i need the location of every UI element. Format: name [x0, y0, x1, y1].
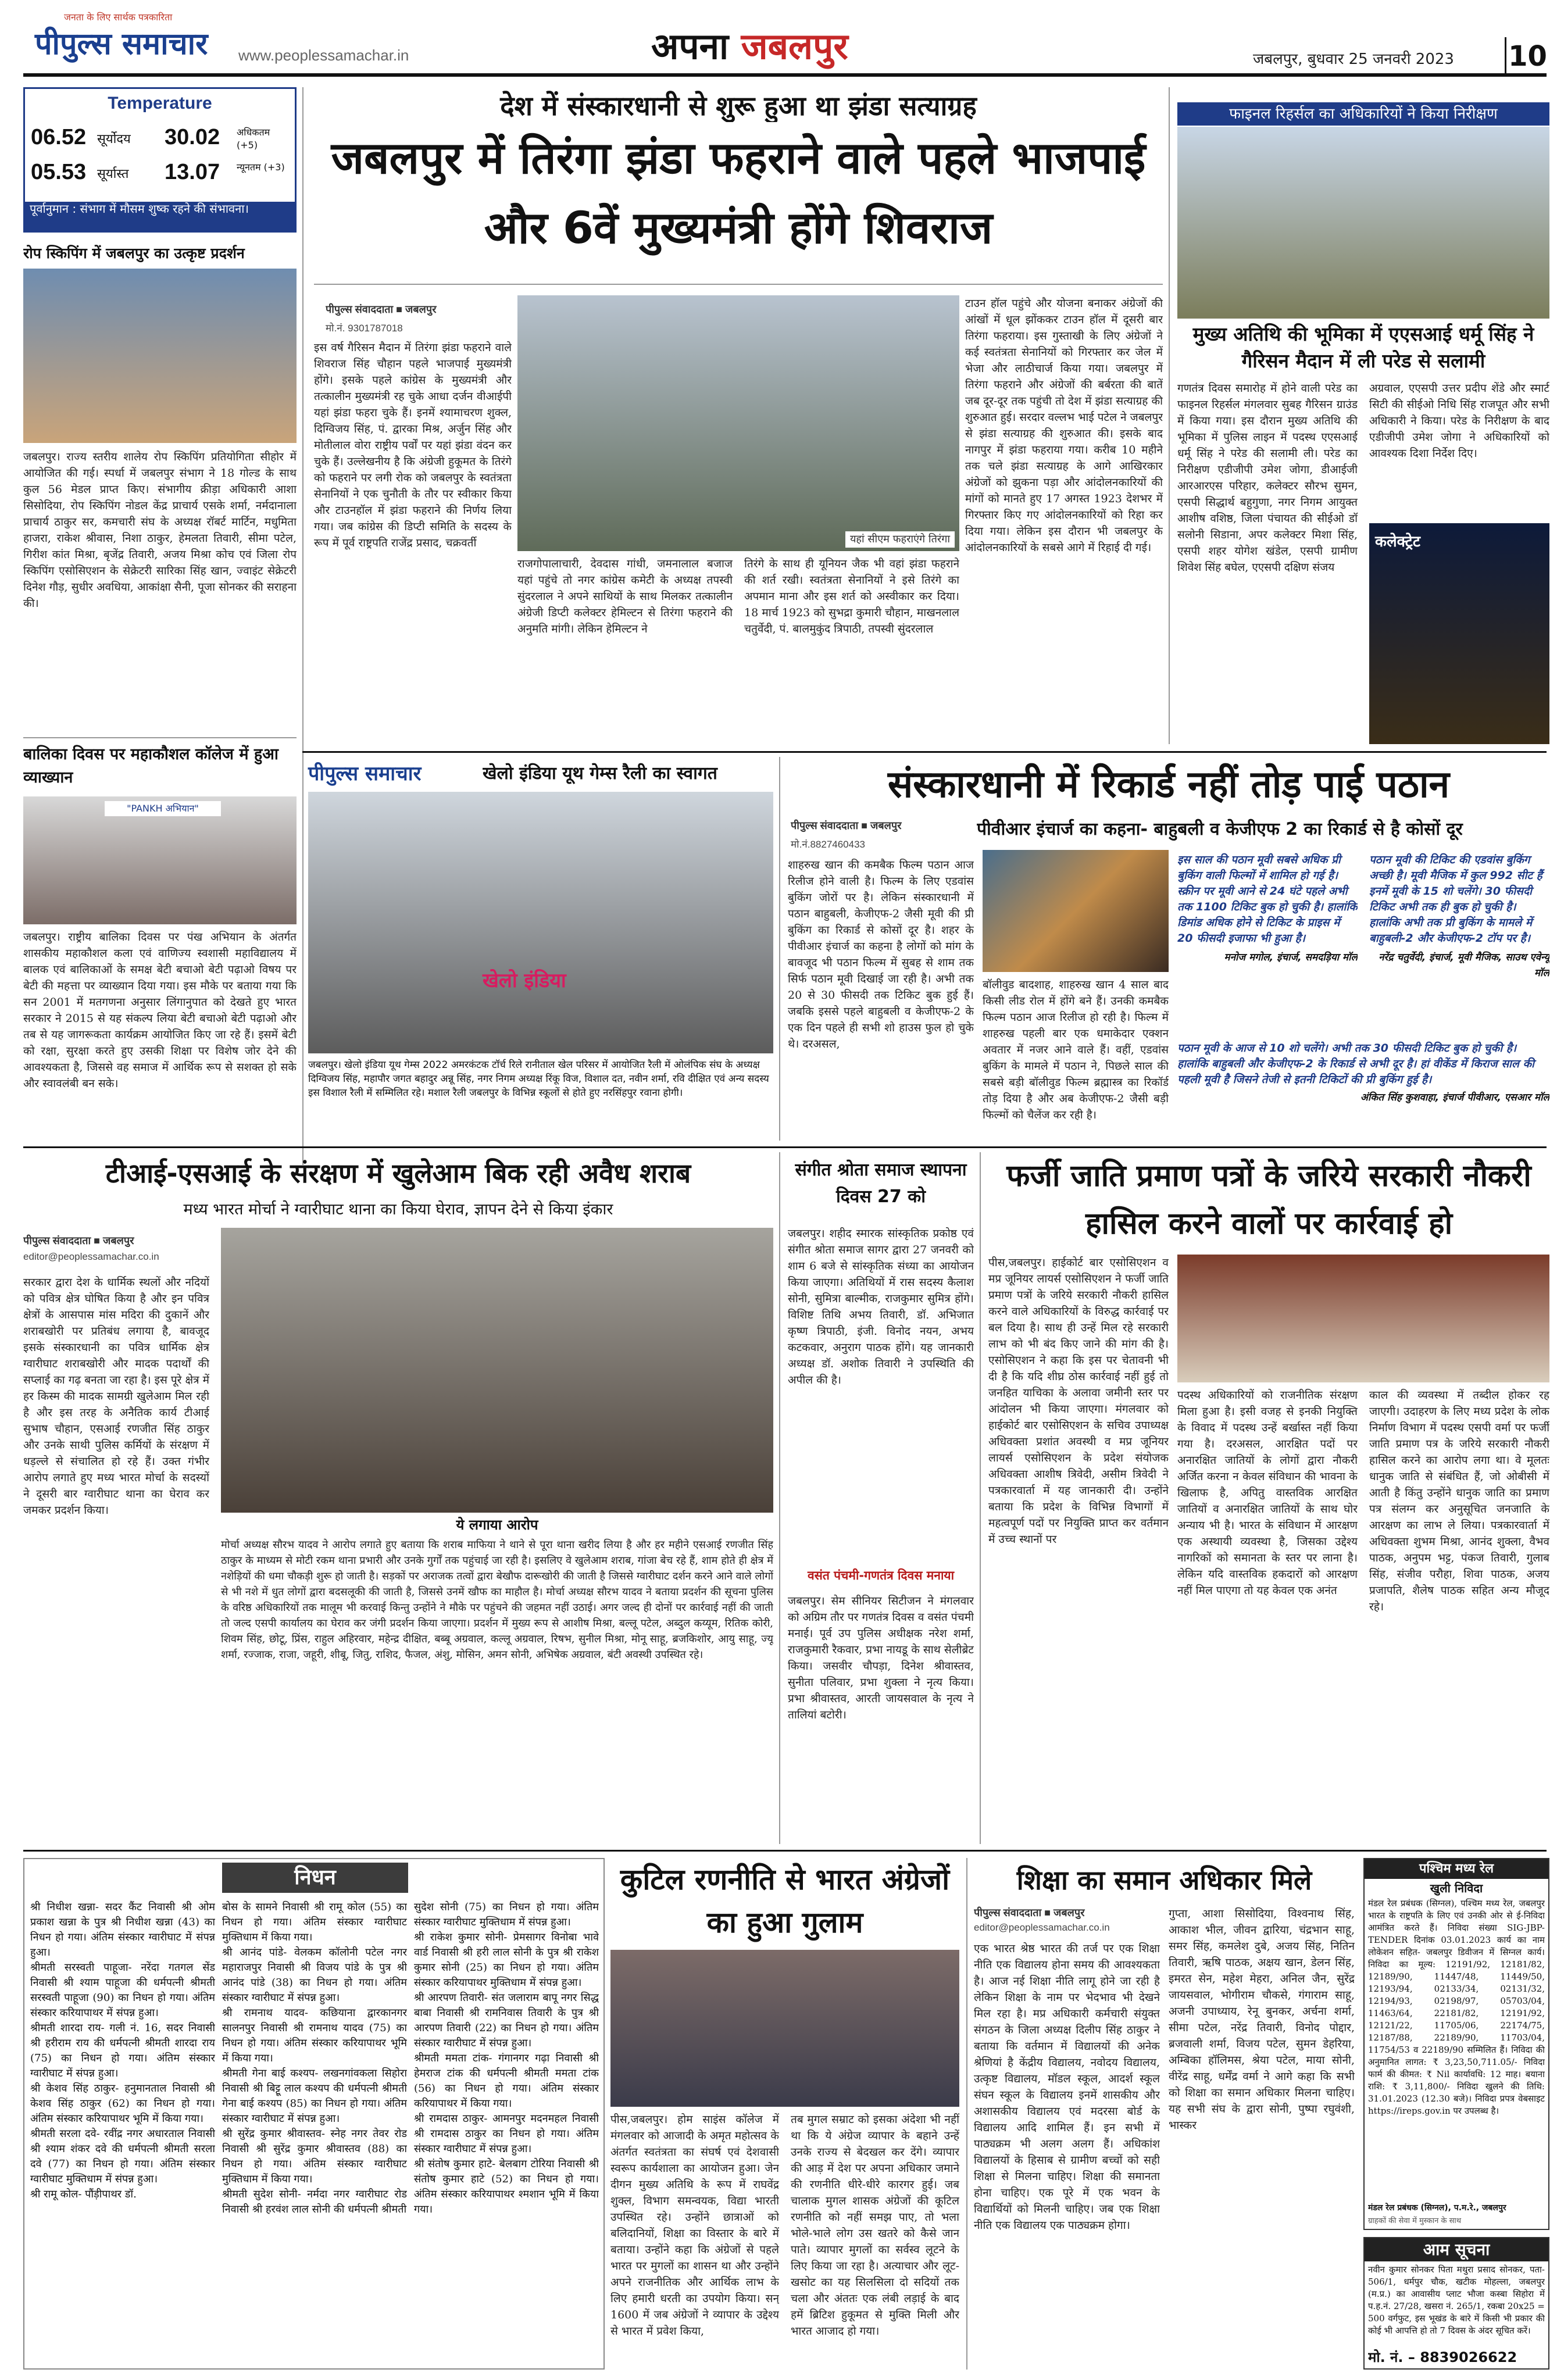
notice-body: नवीन कुमार सोनकर पिता मथुरा प्रसाद सोनकर, पता- 506/1, धर्मपुर चौक, खटीक मोहल्ला, जबलपुर (म.प्र.) का आवासीय प्लाट भौजा कस्बा सिहोरा में प.ह.नं. 27/28, खसरा नं. 265/1, रकबा 20x25 = 500 वर्गफुट, इस भूखंड के बारे में किसी भी प्रकार की कोई भी आपत्ति हो तो 7 दिवस के अंदर सूचित करें। — [1368, 2264, 1545, 2336]
notice-title: आम सूचना — [1365, 2238, 1548, 2261]
collectorate-photo — [1369, 523, 1549, 744]
sunset-label: सूर्यास्त — [97, 167, 129, 181]
section-title — [651, 21, 977, 70]
music-headline: संगीत श्रोता समाज स्थापना दिवस 27 को — [795, 1160, 967, 1207]
liquor-subhead: मध्य भारत मोर्चा ने ग्वारीघाट थाना का किया घेराव, ज्ञापन देने से किया इंकार — [183, 1200, 613, 1218]
edu-byline: पीपुल्स संवाददाता ■ जबलपुर — [974, 1907, 1085, 1918]
flag-photo — [517, 295, 959, 551]
girl-day-body: जबलपुर। राष्ट्रीय बालिका दिवस पर पंख अभियान के अंतर्गत शासकीय महाकौशल कला एवं वाणिज्य स्वशासी महाविद्यालय में बालक एवं बालिकाओं के समक्ष बेटी बचाओ बेटी पढ़ाओ विषय पर बेटी की महत्ता पर व्याख्यान दिया गया। इस मौके पर बताया गया कि सन 2001 में मतगणना अनुसार लिंगानुपात को देखते हुए भारत सरकार ने 2015 से यह संकल्प लिया बेटी बचाओ बेटी पढ़ाओ और तब से यह जागरूकता कार्यक्रम आयोजित किए जा रहे हैं। इसमें बेटी को रक्षा, सुरक्षा करते हुए उसकी शिक्षा पर विशेष जोर देने की आवश्यकता है, जिससे वह समाज में आर्थिक रूप से सशक्त हो सके और स्वावलंबी बन सके। — [23, 931, 297, 1090]
liquor-byline: पीपुल्स संवाददाता ■ जबलपुर — [23, 1235, 134, 1246]
dateline: जबलपुर, बुधवार 25 जनवरी 2023 — [1253, 51, 1454, 68]
caste-col3: काल की व्यवस्था में तब्दील होकर रह जाएगी। उदाहरण के लिए मध्य प्रदेश के लोक निर्माण विभाग में पदस्थ एसपी वर्मा पर फर्जी जाति प्रमाण पत्र के जरिये सरकारी नौकरी हासिल करने का आरोप लगा था। वे मूलतः धानुक जाति से संबंधित हैं, जो ओबीसी में आती है किंतु उन्होंने धानुक जाति का प्रमाण पत्र संलग्न कर अनुसूचित जनजाति के आरक्षण का लाभ ले लिया। पत्रकारवार्ता में अधिवक्ता शुभम मिश्रा, आनंद शुक्ला, वैभव पाठक, अनुपम भट्ट, पंकज तिवारी, गुलाब सिंह, संजीव परौहा, शिवा पाठक, अजय प्रजापति, शैलेष पाठक सहित अन्य मौजूद रहे। — [1369, 1389, 1549, 1613]
obit-entry: श्रीमती सरला दवे- रवींद्र नगर अधारताल निवासी श्री श्याम शंकर दवे की धर्मपत्नी श्रीमती सरला दवे (77) का निधन हो गया। अंतिम संस्कार ग्वारीघाट मुक्तिधाम में संपन्न हुआ। — [30, 2128, 215, 2185]
edu-headline: शिक्षा का समान अधिकार मिले — [1016, 1864, 1312, 1896]
notice-phone-label: मो. नं. – — [1368, 2349, 1415, 2365]
min-temp: 13.07 — [165, 160, 220, 184]
obit-entry: श्री केशव सिंह ठाकुर- हनुमानताल निवासी श्री केशव सिंह ठाकुर (62) का निधन हो गया। अंतिम संस्कार करियापाथर भूमि में किया गया। — [30, 2082, 215, 2125]
obit-entry: श्री निधीश खन्ना- सदर कैंट निवासी श्री ओम प्रकाश खन्ना के पुत्र श्री निधीश खन्ना (43) का निधन हो गया। अंतिम संस्कार ग्वारीघाट में संपन्न हुआ। — [30, 1901, 215, 1959]
notice-phone[interactable]: 8839026622 — [1420, 2349, 1517, 2365]
pathaan-quote1-name: मनोज मगोल, इंचार्ज, समदड़िया मॉल — [1224, 952, 1358, 963]
weather-box — [23, 87, 297, 233]
edu-email[interactable]: editor@peoplessamachar.co.in — [974, 1922, 1110, 1933]
flag-headline: जबलपुर में तिरंगा झंडा फहराने वाले पहले भाजपाई और 6वें मुख्यमंत्री होंगे शिवराज — [331, 132, 1146, 253]
khelo-caption: जबलपुर। खेलो इंडिया यूथ गेम्स 2022 अमरकंटक टॉर्च रिले रानीताल खेल परिसर में आयोजित रैली में ओलंपिक संघ के अध्यक्ष दिग्विजय सिंह, महापौर जगत बहादुर अन्नू सिंह, नगर निगम अध्यक्ष रिंकू विज, विशाल दत, नवीन शर्मा, रवि दीक्षित एवं अन्य सदस्य इस विशाल रैली में सम्मिलित रहे। मशाल रैली जबलपुर के विभिन्न स्कूलों से होते हुए नरसिंहपुर रवाना होगी। — [308, 1059, 769, 1099]
max-label: अधिकतम (+5) — [237, 127, 270, 151]
railway-footer-tag: ग्राहकों की सेवा में मुस्कान के साथ — [1368, 2217, 1462, 2225]
flag-col2: राजगोपालाचारी, देवदास गांधी, जमनालाल बजाज यहां पहुंचे तो नगर कांग्रेस कमेटी के अध्यक्ष तपस्वी सुंदरलाल ने अपने साथियों के साथ मिलकर तत्कालीन अंग्रेजी डिप्टी कलेक्टर हेमिल्टन से तिरंगा फहराने की अनुमति मांगी। लेकिन हेमिल्टन ने — [517, 558, 733, 635]
min-label: न्यूनतम (+3) — [237, 162, 285, 173]
rope-head: रोप स्किपिंग में जबलपुर का उत्कृष्ट प्रदर्शन — [23, 245, 245, 262]
liquor-photo-caption: ये लगाया आरोप — [456, 1517, 538, 1533]
obit-entry: श्री संतोष कुमार हाटे- बेलबाग टोरिया निवासी श्री संतोष कुमार हाटे (52) का निधन हो गया। अंतिम संस्कार करियापाथर श्मशान भूमि में किया गया। — [414, 2158, 599, 2215]
section-title-a: अपना — [651, 25, 729, 67]
music-body: जबलपुर। शहीद स्मारक सांस्कृतिक प्रकोष्ठ एवं संगीत श्रोता समाज सागर द्वारा 27 जनवरी को शाम 6 बजे से सांस्कृतिक संध्या का आयोजन किया जाएगा। अतिथियों में रास सदस्य कैलाश सोनी, सुमित्रा बाल्मीक, राजकुमार सुमित्र होंगे। विशिष्ट तिथि अभय तिवारी, डॉ. अभिजात कृष्ण त्रिपाठी, इंजी. विनोद नयन, अभय कटकवार, अनुराग पाठक होंगे। यह जानकारी अध्यक्ष डॉ. अशोक तिवारी ने उपस्थिति की अपील की है। — [788, 1227, 974, 1386]
railway-footer: मंडल रेल प्रबंधक (सिग्नल), प.म.रे., जबलपुर — [1368, 2203, 1506, 2213]
kutil-photo — [610, 1950, 959, 2107]
sunrise-time: 06.52 — [31, 125, 87, 149]
khelo-header — [308, 757, 773, 789]
girl-day-banner: "PANKH अभियान" — [105, 801, 221, 816]
page-number: 10 — [1505, 37, 1549, 76]
liquor-photo — [221, 1228, 773, 1513]
public-notice — [1363, 2237, 1549, 2370]
khelo-photo-text: खेलो इंडिया — [483, 969, 566, 992]
pathaan-headline: संस्कारधानी में रिकार्ड नहीं तोड़ पाई पठान — [887, 763, 1450, 806]
liquor-col2: मोर्चा अध्यक्ष सौरभ यादव ने आरोप लगाते हुए बताया कि शराब माफिया ने थाने से पूरा थाना खरीद लिया है और हर महीने एसआई रणजीत सिंह ठाकुर के माध्यम से मोटी रकम थाना प्रभारी और उनके गुर्गों तक पहुंचाई जा रही है। इसलिए वे खुलेआम शराब, गांजा बेच रहे हैं, शाम होते ही क्षेत्र में नशेड़ियों की धमा चौकड़ी शुरू हो जाती है। सड़कों पर अराजक तत्वों द्वारा बेखौफ दारूखोरी की जाती है जिससे ग्वारीघाट दर्शन करने आने वाले लोगों से भी नशे में धुत लोगों द्वारा बदसलूकी की जाती है, जिससे उनमें खौफ का माहौल है। मोर्चा अध्यक्ष सौरभ यादव ने बताया प्रदर्शन की सूचना पुलिस के वरिष्ठ अधिकारियों तक मालूम भी करवाई किन्तु उन्होंने ने मौके पर पहुंचने की जहमत नहीं उठाई। अगर जल्द ही दोनों पर कार्रवाई नहीं की जाती तो जल्द एसपी कार्यालय का घेराव कर जंगी प्रदर्शन किया जाएगा। प्रदर्शन में मुख्य रूप से आशीष मिश्रा, बल्लू पटेल, अब्दुल कय्यूम, रितिक कोरी, शिवम सिंह, छोटू, प्रिंस, राहुल अहिरवार, महेन्द्र दीक्षित, बब्बू अग्रवाल, कल्लू अग्रवाल, रिषभ, सुनील मिश्रा, मोनू साहू, ब्रजकिशोर, आयु साहू, ज्यू शर्मा, रज्जाक, राजा, जहूरी, शीबू, जितु, राशिद, फैजल, अंशु, मोसिन, अमन सोनी, अभिषेक अग्रवाल, बंटी अवस्थी उपस्थित रहे। — [221, 1539, 773, 1661]
flag-col1: इस वर्ष गैरिसन मैदान में तिरंगा झंडा फहराने वाले शिवराज सिंह चौहान पहले भाजपाई मुख्यमंत्री होंगे। इसके पहले कांग्रेस के मुख्यमंत्री और तत्कालीन मुख्यमंत्री रह चुके आधा दर्जन वीआईपी यहां झंडा फहरा चुके हैं। इनमें श्यामाचरण शुक्ल, दिग्विजय सिंह, पं. द्वारका मिश्र, अर्जुन सिंह और मोतीलाल वोरा राष्ट्रीय पर्वों पर यहां झंडा वंदन कर चुके हैं। उल्लेखनीय है कि अंग्रेजी हुकूमत के तिरंगे को फहराने पर लगी रोक को जबलपुर के स्वतंत्रता सेनानियों ने एक चुनौती के तौर पर स्वीकार किया और टाउनहॉल में झंडा फहराने की निर्णय लिया गया। जब कांग्रेस की डिप्टी समिति के सदस्य के रूप में पूर्व राष्ट्रपति राजेंद्र प्रसाद, चक्रवर्ती — [314, 341, 512, 549]
sunrise-label: सूर्योदय — [97, 132, 131, 146]
max-temp: 30.02 — [165, 125, 220, 149]
obit-entry: श्रीमती शारदा राय- गली नं. 16, सदर निवासी श्री हरीराम राय की धर्मपत्नी श्रीमती शारदा राय (75) का निधन हो गया। अंतिम संस्कार ग्वारीघाट में संपन्न हुआ। — [30, 2022, 215, 2079]
rope-photo — [23, 269, 297, 443]
masthead-rule — [23, 73, 1547, 77]
rehearsal-banner: फाइनल रिहर्सल का अधिकारियों ने किया निरीक्षण — [1177, 102, 1549, 126]
bottom-rule — [23, 1850, 1547, 1852]
col-divider-3 — [779, 757, 780, 1141]
col-divider-4 — [779, 1152, 780, 1844]
pathaan-mobile: मो.नं.8827460433 — [791, 839, 865, 850]
section-title-b: जबलपुर — [741, 25, 848, 67]
obituary-box — [23, 1858, 605, 2370]
pathaan-quote1-text: इस साल की पठान मूवी सबसे अधिक प्री बुकिंग वाली फिल्मों में शामिल हो गई है। स्क्रीन पर मूवी आने से 24 घंटे पहले अभी तक 1100 टिकिट बुक हो चुकी है। हालांकि डिमांड अधिक होने से टिकिट के प्राइस में 20 फीसदी इजाफा भी हुआ है। — [1177, 853, 1358, 945]
caste-headline: फर्जी जाति प्रमाण पत्रों के जरिये सरकारी नौकरी हासिल करने वालों पर कार्रवाई हो — [1006, 1159, 1531, 1241]
mid-rule-1 — [302, 751, 1547, 753]
liquor-headline: टीआई-एसआई के संरक्षण में खुलेआम बिक रही अवैध शराब — [105, 1157, 691, 1189]
obit-entry: श्रीमती सरस्वती पाहूजा- नरेंदा गतगल सेंड निवासी श्री श्याम पाहूजा की धर्मपत्नी श्रीमती सरस्वती पाहूजा (90) का निधन हो गया। अंतिम संस्कार करियापाथर में संपन्न हुआ। — [30, 1961, 215, 2019]
rehearsal-headline: मुख्य अतिथि की भूमिका में एएसआई धर्मू सिंह ने गैरिसन मैदान में ली परेड से सलामी — [1192, 323, 1534, 372]
weather-title: Temperature — [108, 94, 212, 113]
flag-photo-caption: यहां सीएम फहराएंगे तिरंगा — [845, 531, 955, 548]
obit-entry: श्रीमती सुदेश सोनी- नर्मदा नगर ग्वारीघाट रोड निवासी श्री हरवंश लाल सोनी की धर्मपत्नी श्रीमती — [222, 2188, 407, 2215]
pathaan-quote2-text: पठान मूवी की टिकिट की एडवांस बुकिंग अच्छी है। मूवी मैजिक में कुल 992 सीट हैं इनमें मूवी के 15 शो चलेंगे। 30 फीसदी टिकिट अभी तक ही बुक हो चुकी है। हालांकि अभी तक प्री बुकिंग के मामले में बाहुबली-2 और केजीएफ-2 टॉप पर है। — [1369, 853, 1542, 945]
flag-col3: तिरंगे के साथ ही यूनियन जैक भी वहां झंडा फहराने की शर्त रखी। स्वतंत्रता सेनानियों ने इसे तिरंगे का अपमान माना और इस शर्त को अस्वीकार कर दिया। 18 मार्च 1923 को सुभद्रा कुमारी चौहान, माखनलाल चतुर्वेदी, पं. बालमुकुंद त्रिपाठी, तपस्वी सुंदरलाल — [744, 558, 959, 635]
pathaan-quote1 — [1177, 852, 1358, 1032]
pathaan-quote3-name: अंकित सिंह कुशवाहा, इंचार्ज पीवीआर, एसआर मॉल — [1360, 1092, 1549, 1103]
kutil-col2: तब मुगल सम्राट को इसका अंदेशा भी नहीं था कि ये अंग्रेज व्यापार के बहाने उन्हें उनके राज्य से बेदखल कर देंगे। व्यापार की आड़ में देश पर अपना अधिकार जमाने की रणनीति धीरे-धीरे कारगर हुई। जब चालाक मुगल शासक अंग्रेजों की कूटिल रणनीति को नहीं समझ पाए, तो भला भोले-भाले लोग उस खतरे को कैसे जान पाते। व्यापार मुगलों का सर्वस्व लूटने के लिए किया जा रहा है। अत्याचार और लूट-खसोट का यह सिलसिला दो सदियों तक चला और अंततः एक लंबी लड़ाई के बाद हमें ब्रिटिश हुकूमत से मुक्ति मिली और भारत आजाद हो गया। — [791, 2113, 959, 2338]
khelo-headline: खेलो इंडिया यूथ गेम्स रैली का स्वागत — [483, 763, 717, 784]
col-divider-2 — [1169, 87, 1170, 744]
liquor-col1: सरकार द्वारा देश के धार्मिक स्थलों और नदियों को पवित्र क्षेत्र घोषित किया है और इन पवित्र क्षेत्रों के आसपास मांस मदिरा की दुकानें और शराबखोरी पर प्रतिबंध लगाया है, बावजूद इसके संस्कारधानी का पवित्र धार्मिक क्षेत्र ग्वारीघाट शराबखोरी और मादक पदार्थों की सप्लाई का गढ़ बनता जा रहा है। इस पूरे क्षेत्र में हर किस्म की मादक सामग्री खुलेआम मिल रही है और इस तरह के अनैतिक कार्य टीआई सुभाष चौहान, एसआई रणजीत सिंह ठाकुर और उनके साथी पुलिस कर्मियों के संरक्षण में धड़ल्ले से संचालित हो रहे हैं। उक्त गंभीर आरोप लगाते हुए मध्य भारत मोर्चा के सदस्यों ने दूसरी बार ग्वारीघाट थाना का घेराव कर जमकर प्रदर्शन किया। — [23, 1276, 209, 1517]
masthead-logo: पीपुल्स समाचार — [35, 27, 208, 62]
music-body-2: जबलपुर। सेम सीनियर सिटीजन ने मंगलवार को अग्रिम तौर पर गणतंत्र दिवस व वसंत पंचमी मनाई। पूर्व उप पुलिस अधीक्षक नरेश शर्मा, राजकुमारी रैकवार, प्रभा नायडू के साथ सेलीब्रेट किया। जसवीर चौपड़ा, दिनेश श्रीवास्तव, सुनीता पलिवार, प्रभा शुक्ला ने नृत्य किया। प्रभा श्रीवास्तव, आरती जायसवाल के नृत्य ने तालियां बटोरी। — [788, 1595, 974, 1721]
girl-day-photo — [23, 796, 297, 924]
masthead-tagline: जनता के लिए सार्थक पत्रकारिता — [64, 12, 173, 23]
flag-byline: पीपुल्स संवाददाता ■ जबलपुर — [326, 303, 437, 315]
caste-col1: पीस,जबलपुर। हाईकोर्ट बार एसोसिएशन व मप्र जूनियर लायर्स एसोसिएशन ने फर्जी जाति प्रमाण पत्रों के जरिये सरकारी नौकरी हासिल करने वाले अधिकारियों के विरुद्ध कार्रवाई पर बल दिया है। साथ ही उन्हें मिल रहे सरकारी लाभ को भी बंद किए जाने की मांग की है। एसोसिएशन ने कहा कि इस पर चेतावनी भी दी है कि यदि शीघ्र ठोस कार्रवाई नहीं हुई तो जनहित याचिका के अलावा जमीनी स्तर पर आंदोलन भी किया जाएगा। मंगलवार को हाईकोर्ट बार एसोसिएशन के सचिव उपाध्यक्ष अधिवक्ता प्रशांत अवस्थी व मप्र जूनियर लायर्स एसोसिएशन के प्रदेश संयोजक अधिवक्ता आशीष त्रिवेदी, असीम त्रिवेदी ने पत्रकारवार्ता में यह जानकारी दी। उन्होंने बताया कि प्रदेश के विभिन्न विभागों में महत्वपूर्ण पदों पर नियुक्ति प्राप्त कर वर्तमान में उच्च स्थानों पर — [988, 1256, 1169, 1546]
obit-entry: श्री राकेश कुमार सोनी- प्रेमसागर विनोबा भावे वार्ड निवासी श्री हरी लाल सोनी के पुत्र श्री राकेश कुमार सोनी (25) का निधन हो गया। अंतिम संस्कार करियापाथर मुक्तिधाम में संपन्न हुआ। — [414, 1931, 599, 1989]
railway-subtitle: खुली निविदा — [1430, 1881, 1483, 1895]
obit-entry: श्री रामदास ठाकुर- आमनपुर मदनमहल निवासी श्री रामदास ठाकुर का निधन हो गया। अंतिम संस्कार ग्वारीघाट में संपन्न हुआ। — [414, 2113, 599, 2155]
liquor-email[interactable]: editor@peoplessamachar.co.in — [23, 1251, 159, 1262]
obituary-col3 — [414, 1900, 599, 2365]
col-divider-5 — [980, 1152, 981, 1844]
pathaan-quote3 — [1177, 1041, 1549, 1136]
kutil-col1: पीस,जबलपुर। होम साइंस कॉलेज में मंगलवार को आजादी के अमृत महोत्सव के अंतर्गत स्वतंत्रता का संघर्ष एवं देशवासी स्वरूप कार्यशाला का आयोजन हुआ। जेन दीगन मुख्य अतिथि के रूप में राघवेंद्र शुक्ल, विभाग समन्वयक, विद्या भारती उपस्थित रहे। उन्होंने छात्राओं को बलिदानियों, शिक्षा का विस्तार के बारे में बताया। उन्होंने कहा कि अंग्रेजों से पहले भारत पर मुगलों का शासन था और उन्होंने अपने राजनीतिक और आर्थिक लाभ के लिए हमारी धरती का उपयोग किया। सन् 1600 में जब अंग्रेजों ने व्यापार के उद्देश्य से भारत में प्रवेश किया, — [610, 2113, 779, 2338]
obit-entry: सुदेश सोनी (75) का निधन हो गया। अंतिम संस्कार ग्वारीघाट मुक्तिधाम में संपन्न हुआ। — [414, 1901, 599, 1928]
flag-rule — [314, 284, 1163, 285]
music-headline-2: वसंत पंचमी-गणतंत्र दिवस मनाया — [807, 1568, 955, 1582]
pathaan-poster — [983, 850, 1169, 972]
rehearsal-col1: गणतंत्र दिवस समारोह में होने वाली परेड का फाइनल रिहर्सल मंगलवार सुबह गैरिसन ग्राउंड में किया गया। इस दौरान मुख्य अतिथि की भूमिका में पुलिस लाइन में पदस्थ एएसआई धर्मू सिंह ने परेड की सलामी ली। परेड का निरीक्षण एडीजीपी उमेश जोगा, डीआईजी आरआरएस परिहार, कलेक्टर सौरभ सुमन, एसपी सिद्धार्थ बहुगुणा, नगर निगम आयुक्त आशीष वशिष्ठ, जिला पंचायत की सीईओ डॉ सलोनी सिडाना, अपर कलेक्टर मिशा सिंह, एसपी शहर योगेश खंडेल, एसपी ग्रामीण शिवेश सिंह बघेल, एएसपी दक्षिण संजय — [1177, 382, 1358, 574]
obit-entry: श्रीमती गेना बाई कश्यप- लखनगांवकला सिहोरा निवासी श्री बिट्टू लाल कश्यप की धर्मपत्नी श्रीमती गेना बाई कश्यप (85) का निधन हो गया। अंतिम संस्कार ग्वारीघाट में संपन्न हुआ। — [222, 2067, 407, 2125]
pathaan-col1: शाहरुख खान की कमबैक फिल्म पठान आज रिलीज होने वाली है। फिल्म के लिए एडवांस बुकिंग जोरों पर है। लेकिन संस्कारधानी में पठान बाहुबली, केजीएफ-2 जैसी मूवी की प्री बुकिंग का रिकार्ड से कोसों दूर है। शहर के पीवीआर इंचार्ज का कहना है लोगों को मांग के बावजूद भी पठान फिल्म में सुबह से शाम तक सिर्फ पठान मूवी दिखाई जा रही है। अभी तक 20 से 30 फीसदी तक टिकिट बुक हुई हैं। जबकि इससे पहले बाहुबली व केजीएफ-2 के एक दिन पहले ही सभी शो हाउस फुल हो चुके थे। दरअसल, — [788, 859, 974, 1050]
edu-col1: एक भारत श्रेष्ठ भारत की तर्ज पर एक शिक्षा नीति एक विद्यालय होना समय की आवश्यकता है। आज नई शिक्षा नीति लागू होने जा रही है लेकिन शिक्षा के नाम पर भेदभाव भी देखने मिल रहा है। मप्र अधिकारी कर्मचारी संयुक्त संगठन के जिला अध्यक्ष दिलीप सिंह ठाकुर ने बताया कि वर्तमान में विद्यालयों की अनेक श्रेणियां है केंद्रीय विद्यालय, नवोदय विद्यालय, उत्कृष्ट विद्यालय, मॉडल स्कूल, आदर्श स्कूल संघन स्कूल के विद्यालय इनमें शासकीय और अशासकीय विद्यालय एवं मदरसा बोर्ड के विद्यालय आदि शामिल हैं। इन सभी में पाठ्यक्रम भी अलग अलग हैं। अधिकांश विद्यालयों के हिसाब से ग्रामीण बच्चों को सही शिक्षा से मिलना चाहिए। शिक्षा की समानता होना चाहिए। एक पूरे में एक भवन के विद्यार्थियों को मिलनी चाहिए। जब एक शिक्षा नीति एक विद्यालय एक पाठ्यक्रम होगा। — [974, 1942, 1160, 2232]
khelo-photo — [308, 792, 773, 1053]
obit-entry: श्री सुरेंद्र कुमार श्रीवास्तव- स्नेह नगर तेवर रोड निवासी श्री सुरेंद्र कुमार श्रीवास्तव (88) का निधन हो गया। अंतिम संस्कार ग्वारीघाट मुक्तिधाम में किया गया। — [222, 2128, 407, 2185]
flag-mobile: मो.नं. 9301787018 — [326, 323, 403, 334]
obit-entry: श्री आरपण तिवारी- संत जलाराम बापू नगर सिद्ध बाबा निवासी श्री रामनिवास तिवारी के पुत्र श्री आरपण तिवारी (22) का निधन हो गया। अंतिम संस्कार ग्वारीघाट में संपन्न हुआ। — [414, 1992, 599, 2049]
obit-entry: श्री रामू कोल- पौंड़ीपाथर डॉ. — [30, 2188, 137, 2200]
railway-tender — [1363, 1858, 1549, 2230]
kutil-headline: कुटिल रणनीति से भारत अंग्रेजों का हुआ गुलाम — [620, 1863, 950, 1939]
left-rule-1 — [23, 737, 297, 738]
obit-entry: बोस के सामने निवासी श्री रामू कोल (55) का निधन हो गया। अंतिम संस्कार ग्वारीघाट मुक्तिधाम में किया गया। — [222, 1901, 407, 1943]
obituary-title: निधन — [222, 1863, 408, 1893]
railway-body: मंडल रेल प्रबंधक (सिग्नल), पश्चिम मध्य रेल, जबलपुर भारत के राष्ट्रपति के लिए एवं उनकी ओर से ई-निविदा आमंत्रित करते हैं। निविदा संख्या SIG-JBP-TENDER दिनांक 03.01.2023 कार्य का नाम लोकेशन सहित- जबलपुर डिवीजन में सिग्नल कार्य। निविदा का मूल्य: 12191/92, 12181/82, 12189/90, 11447/48, 11449/50, 12193/94, 02133/34, 02131/32, 12194/93, 02198/97, 05703/04, 11463/64, 22181/82, 12191/92, 12121/22, 11705/06, 22174/75, 12187/88, 22189/90, 11703/04, 11754/53 व 22189/90 सम्मिलित हैं। निविदा की अनुमानित लागत: ₹ 3,23,50,711.05/- निविदा फार्म की कीमत: ₹ Nil कार्यावधि: 12 माह। बयाना राशि: ₹ 3,11,800/- निविदा खुलने की तिथि: 31.01.2023 (12.30 बजे)। निविदा प्रपत्र वेबसाइट https://ireps.gov.in पर उपलब्ध है। — [1368, 1898, 1545, 2116]
col-divider-1 — [302, 87, 303, 1165]
khelo-logo: पीपुल्स समाचार — [308, 762, 422, 785]
obit-entry: श्री रामनाथ यादव- कछियाना द्वारकानगर सालनपुर निवासी श्री रामनाथ यादव (75) का निधन हो गया। अंतिम संस्कार करियापाथर भूमि में किया गया। — [222, 2007, 407, 2064]
notice-phone-row — [1368, 2347, 1545, 2367]
obituary-col1 — [30, 1900, 215, 2365]
rehearsal-col2: अग्रवाल, एएसपी उत्तर प्रदीप शेंडे और स्मार्ट सिटी की सीईओ निधि सिंह राजपूत और सभी अधिकारी ने किया। परेड के निरीक्षण के बाद एडीजीपी उमेश जोगा ने अधिकारियों को आवश्यक दिशा निर्देश दिए। — [1369, 382, 1549, 460]
weather-forecast: पूर्वानुमान : संभाग में मौसम शुष्क रहने की संभावना। — [25, 202, 295, 231]
edu-col2: गुप्ता, आशा सिसोदिया, विश्वनाथ सिंह, आकाश भील, जीवन द्वारिया, चंद्रभान साहू, समर सिंह, कमलेश दुबे, अजय सिंह, नितिन तिवारी, ऋषि पाठक, अक्षय खान, डेलन सिंह, इमरत सेन, महेश मेहरा, अनिल जैन, सुरेंद्र जायसवाल, भोगीराम चौकसे, गंगाराम साहू, अजनी उपाध्याय, रेनू बुनकर, अर्चना शर्मा, सीमा पटेल, नरेंद्र तिवारी, विनोद पोद्दार, ब्रजवाली शर्मा, विजय पटेल, सुमन डेहरिया, अम्बिका हॉलिमस, श्रेया पटेल, माया सोनी, वीरेंद्र साहू, धर्मेंद्र वर्मा ने आगे कहा कि सभी को शिक्षा का समान अधिकार मिलना चाहिए। यह सभी संघ के द्वारा सोनी, पुष्पा रघुवंशी, भास्कर — [1169, 1907, 1355, 2132]
obit-entry: श्रीमती ममता टांक- गंगानगर गढ़ा निवासी श्री हेमराज टांक की धर्मपत्नी श्रीमती ममता टांक (56) का निधन हो गया। अंतिम संस्कार करियापाथर में किया गया। — [414, 2052, 599, 2110]
pathaan-quote2-name: नरेंद्र चतुर्वेदी, इंचार्ज, मूवी मैजिक, साउथ एवेन्यू मॉल — [1379, 952, 1549, 979]
caste-col2: पदस्थ अधिकारियों को राजनीतिक संरक्षण मिला हुआ है। इसी वजह से इनकी नियुक्ति के विवाद में पदस्थ उन्हें बर्खास्त नहीं किया गया है। दरअसल, आरक्षित पदों पर अनारक्षित जातियों के लोगों द्वारा नौकरी अर्जित करना न केवल संविधान की भावना के खिलाफ है, अपितु वास्तविक आरक्षित जातियों व अनारक्षित जातियों के साथ घोर अन्याय भी है। भारत के संविधान में आरक्षण एक अस्थायी व्यवस्था है, जिसका उद्देश्य नागरिकों को समानता के स्तर पर लाना है। लेकिन यदि वास्तविक हकदारों को आरक्षण नहीं मिल पाएगा तो यह केवल एक अनंत — [1177, 1389, 1358, 1597]
girl-day-head: बालिका दिवस पर महाकौशल कॉलेज में हुआ व्याख्यान — [23, 745, 278, 787]
pathaan-byline: पीपुल्स संवाददाता ■ जबलपुर — [791, 820, 902, 831]
col-divider-6 — [966, 1858, 967, 2370]
masthead — [0, 0, 1557, 76]
pathaan-subhead: पीवीआर इंचार्ज का कहना- बाहुबली व केजीएफ 2 का रिकार्ड से है कोसों दूर — [977, 819, 1463, 839]
pathaan-quote3-text: पठान मूवी के आज से 10 शो चलेंगे। अभी तक 30 फीसदी टिकिट बुक हो चुकी है। हालांकि बाहुबली और केजीएफ-2 के रिकार्ड से अभी दूर है। हां वीकेंड में किराज साल की पहली मूवी है जिसने तेजी से इतनी टिकिटों की प्री बुकिंग हुई है। — [1177, 1042, 1534, 1086]
masthead-url[interactable]: www.peoplessamachar.in — [238, 47, 409, 64]
flag-kicker: देश में संस्कारधानी से शुरू हुआ था झंडा सत्याग्रह — [500, 90, 977, 121]
collectorate-label: कलेक्ट्रेट — [1375, 533, 1420, 551]
caste-photo — [1177, 1255, 1549, 1382]
pathaan-quote2 — [1369, 852, 1549, 1032]
sunset-time: 05.53 — [31, 160, 87, 184]
rope-body: जबलपुर। राज्य स्तरीय शालेय रोप स्किपिंग प्रतियोगिता सीहोर में आयोजित की गई। स्पर्धा में जबलपुर संभाग ने 18 गोल्ड के साथ कुल 56 मेडल प्राप्त किए। संभागीय क्रीड़ा अधिकारी आशा सिसोदिया, रोप स्किपिंग नोडल केंद्र प्राचार्य एसके शर्मा, नर्मदानाला प्राचार्य ठाकुर सर, कमचारी संघ के अध्यक्ष रॉबर्ट मार्टिन, मधुमिता हाजरा, राकेश श्रीवास, निशा ठाकुर, हेमलता तिवारी, सीमा पटेल, गिरीश कांत मिश्रा, बृजेंद्र तिवारी, अजय मिश्रा कोच एवं जिला रोप स्किपिंग एसोसिएशन के सेक्रेटरी सारिका सिंह खान, ज्वाइंट सेक्रेटरी दिनेश गौड़, सुधीर अवधिया, आकांक्षा सैनी, पूजा सोनकर की सराहना की। — [23, 451, 297, 610]
obituary-col2 — [222, 1900, 407, 2365]
rehearsal-photo — [1177, 127, 1549, 319]
pathaan-col2: बॉलीवुड बादशाह, शाहरुख खान 4 साल बाद किसी लीड रोल में होंगे बने हैं। उनकी कमबैक फिल्म पठान आज रिलीज हो रही है। फिल्म में शाहरुख पहली बार एक धमाकेदार एक्शन अवतार में नजर आने वाले हैं। वहीं, एडवांस बुकिंग के मामले में पठान ने, पिछले साल की सबसे बड़ी बॉलीवुड फिल्म ब्रह्मास्त्र का रिकॉर्ड तोड़ दिया है और अब केजीएफ-2 जैसी बड़ी फिल्मों को चैलेंज कर रही है। — [983, 978, 1169, 1121]
obit-entry: श्री आनंद पांडे- वेलकम कॉलोनी पटेल नगर महाराजपुर निवासी श्री विजय पांडे के पुत्र श्री आनंद पांडे (38) का निधन हो गया। अंतिम संस्कार ग्वारीघाट में संपन्न हुआ। — [222, 1946, 407, 2004]
railway-title: पश्चिम मध्य रेल — [1365, 1859, 1548, 1879]
mid-rule-2 — [23, 1146, 1547, 1148]
flag-col4: टाउन हॉल पहुंचे और योजना बनाकर अंग्रेजों की आंखों में धूल झोंककर टाउन हॉल में दूसरी बार तिरंगा फहराया। इस गुस्ताखी के लिए अंग्रेजों ने कई स्वतंत्रता सेनानियों को गिरफ्तार कर जेल में भेजा और लाठीचार्ज किया गया। जबलपुर में तिरंगा फहराने और अंग्रेजों की बर्बरता की बातें जब दूर-दूर तक पहुंची तो देश में झंडा सत्याग्रह की शुरुआत हुई। सरदार वल्लभ भाई पटेल ने जबलपुर से झंडा सत्याग्रह की शुरुआत की। इसके बाद नागपुर में झंडा फहराया गया। करीब 10 महीने तक चले झंडा सत्याग्रह के आगे आखिरकार अंग्रेजों को झुकना पड़ा और आंदोलनकारियों की मांगों को मानते हुए 17 अगस्त 1923 देशभर में गिरफ्तार किए गए आंदोलनकारियों को रिहा कर दिया गया। लेकिन इस दौरान भी जबलपुर के आंदोलनकारियों के सबसे आगे में रिहाई दी गई। — [965, 297, 1163, 554]
